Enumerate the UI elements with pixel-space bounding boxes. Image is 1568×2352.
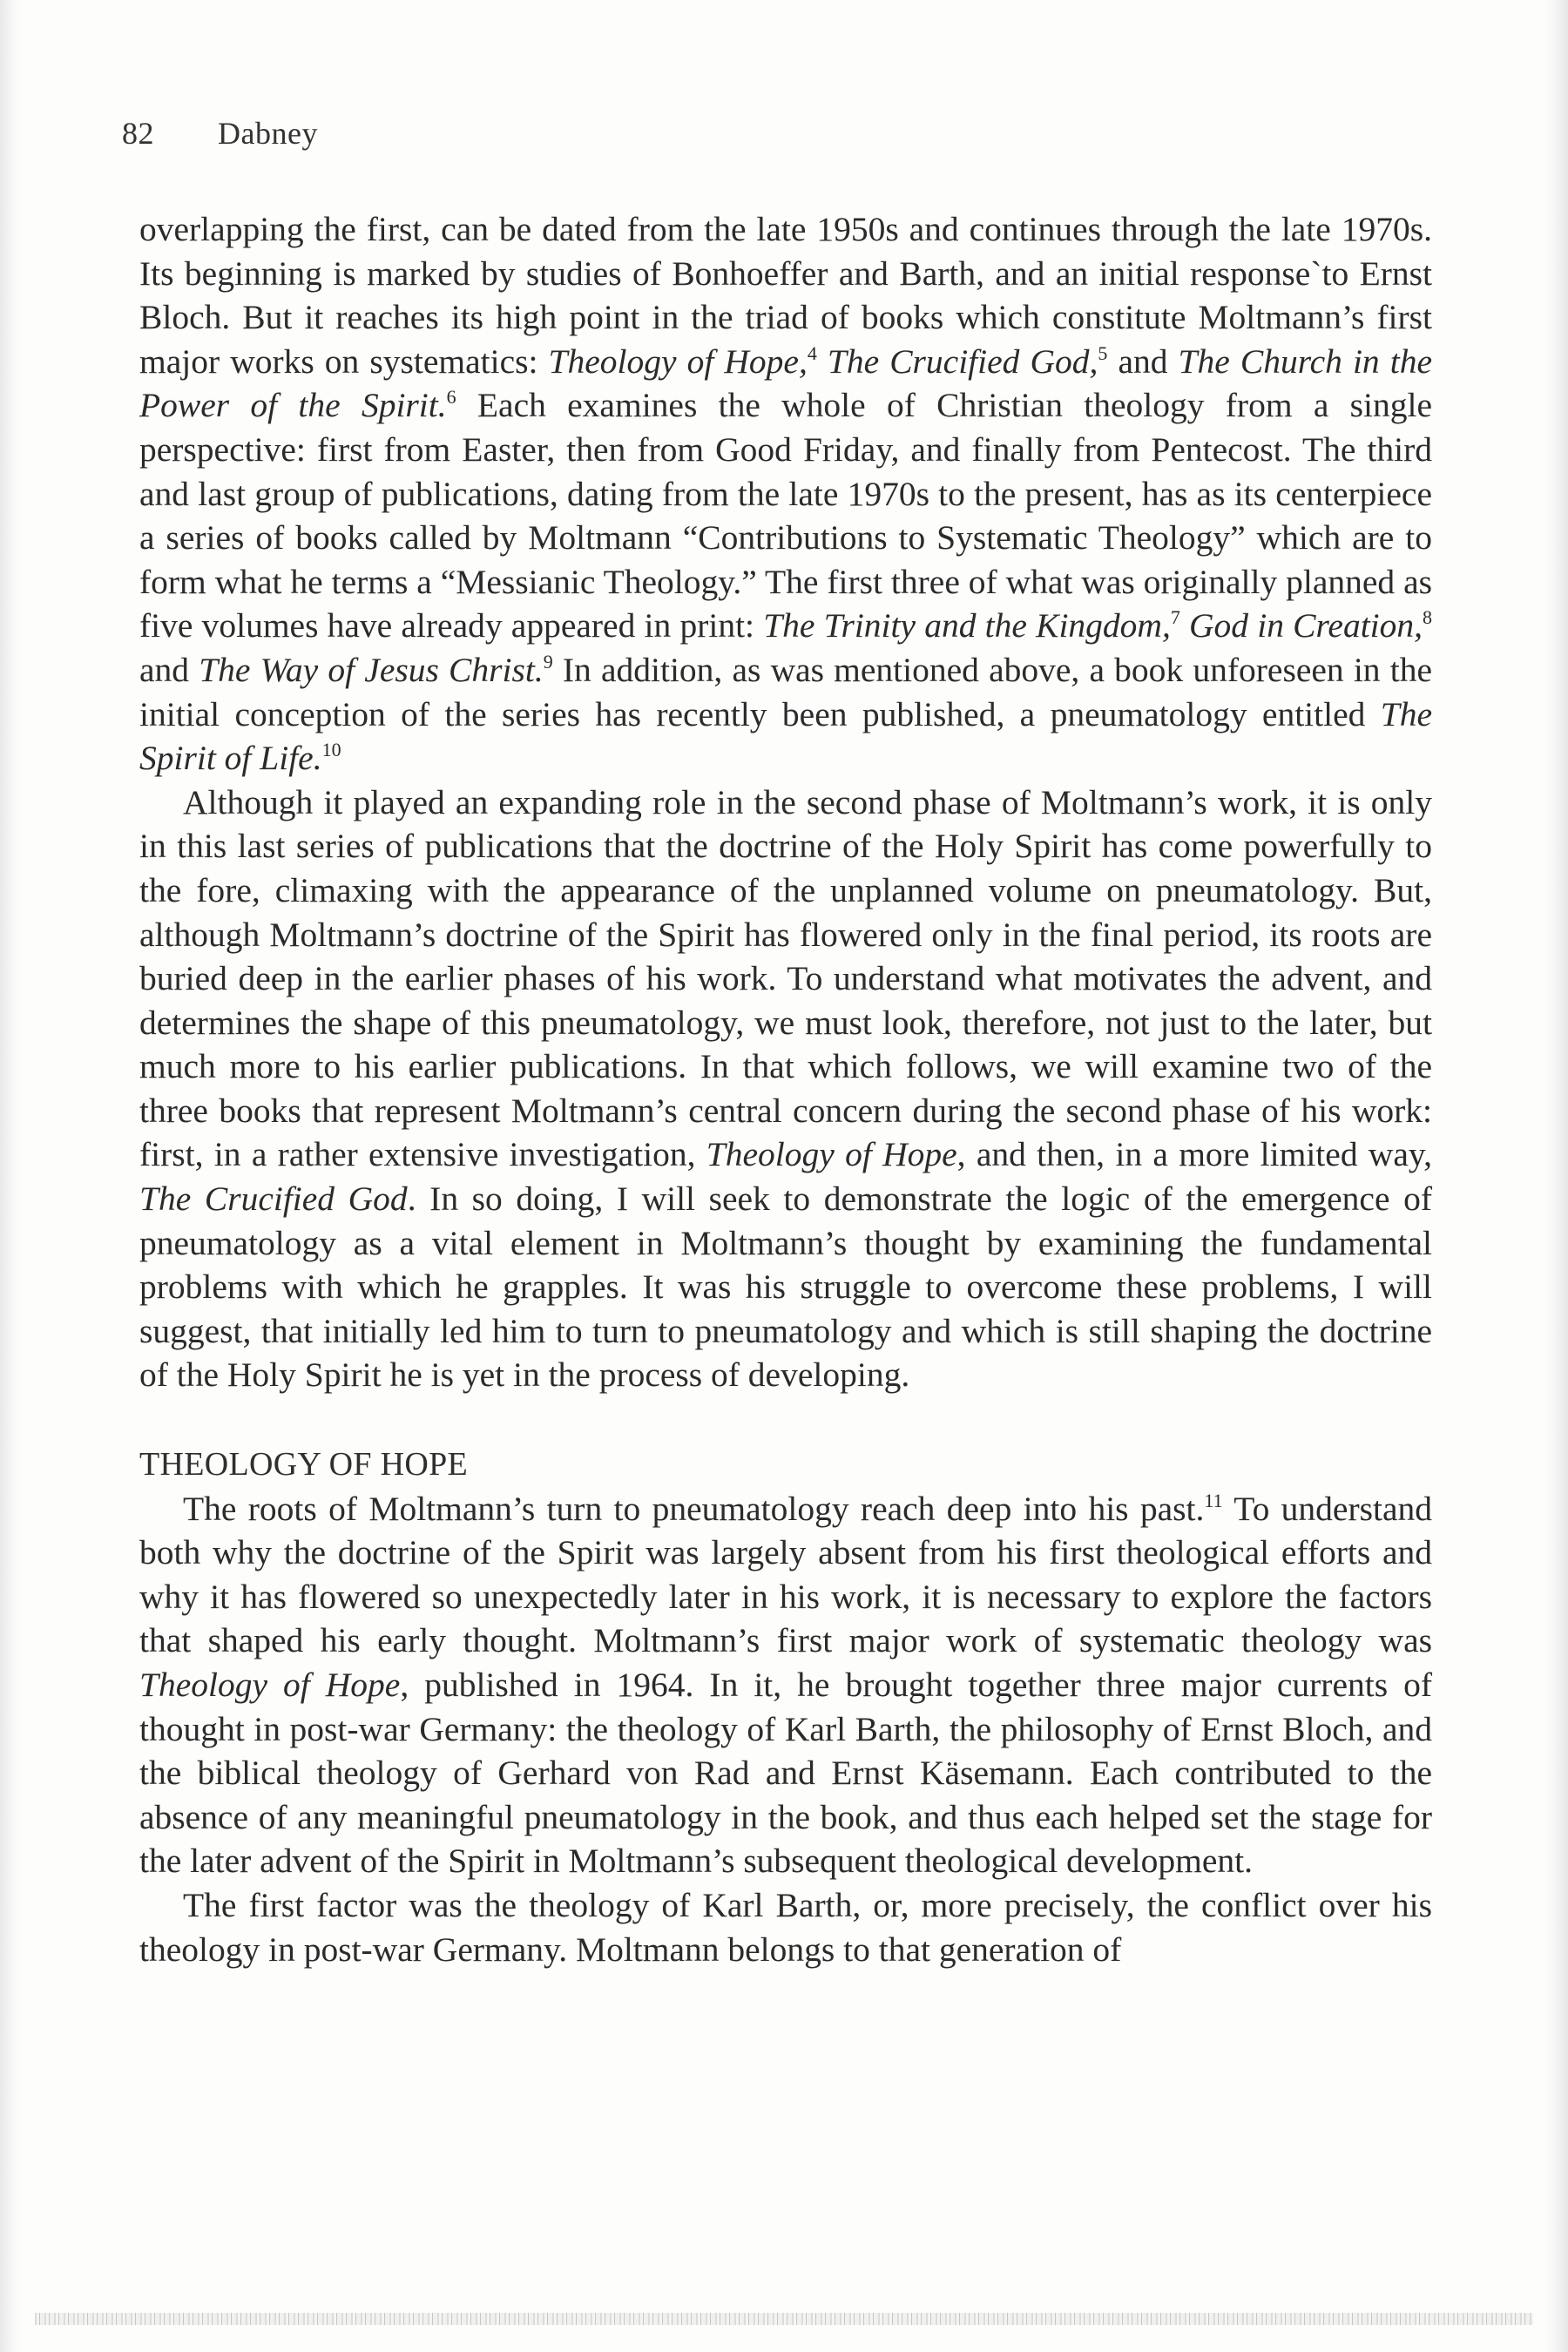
footnote-ref[interactable]: 7 [1170, 606, 1180, 629]
running-title: Dabney [218, 116, 318, 151]
book-title: The Crucified God, [827, 341, 1098, 381]
footnote-ref[interactable]: 4 [807, 341, 817, 364]
page-edge-right [1544, 0, 1568, 2352]
footnote-ref[interactable]: 6 [446, 386, 456, 409]
book-title: The Way of Jesus Christ. [199, 650, 544, 689]
body-text [139, 207, 1432, 1971]
book-title: The Trinity and the Kingdom, [763, 606, 1171, 645]
footnote-ref[interactable]: 9 [543, 650, 553, 672]
running-head [122, 115, 318, 152]
section-heading: THEOLOGY OF HOPE [139, 1446, 469, 1484]
footnote-ref[interactable]: 10 [321, 739, 341, 761]
book-title: The Spirit of Life. [139, 694, 1432, 778]
paragraph: Although it played an expanding role in the second phase of Moltmann’s work, it is only in this last series of publications that the doctrine of the Holy Spirit has come powerfully to the fore, climaxing with the appearance of the unplanned volume on pneumatology. But, although Moltmann’s doctrine of the Spirit has flowered only in the final period, its roots are buried deep in the earlier phases of his work. To understand what motivates the advent, and determines the shape of this pneumatology, we must look, therefore, not just to the later, but much more to his earlier publications. In that which follows, we will examine two of the three books that represent Moltmann’s central concern during the second phase of his work: first, in a rather extensive investigation, Theology of Hope, and then, in a more limited way, The Crucified God. In so doing, I will seek to demonstrate the logic of the emergence of pneumatology as a vital element in Moltmann’s thought by examining the fundamental problems with which he grapples. It was his struggle to overcome these problems, I will suggest, that initially led him to turn to pneumatology and which is still shaping the doctrine of the Holy Spirit he is yet in the process of developing. [139, 782, 1433, 1395]
paragraph-continued: overlapping the first, can be dated from the late 1950s and continues through the late 1970s. Its beginning is marked by studies of Bonhoeffer and Barth, and an initial response`to Ernst Bloch. But it reaches its high point in the triad of books which constitute Moltmann’s first major works on systematics: Theology of Hope,$^4$ The Crucified God,$^5$ and The Church in the Power of the Spirit.$^6$ Each examines the whole of Christian theology from a single perspective: first from Easter, then from Good Friday, and finally from Pentecost. The third and last group of publications, dating from the late 1970s to the present, has as its centerpiece a series of books called by Moltmann “Contributions to Systematic Theology” which are to form what he terms a “Messianic Theology.” The first three of what was originally planned as five volumes have already appeared in print: The Trinity and the Kingdom,$^7$ God in Creation,$^8$ and The Way of Jesus Christ.$^9$ In addition, as was mentioned above, a book unforeseen in the initial conception of the series has recently been published, a pneumatology entitled The Spirit of Life.$^{10}$ [139, 210, 1433, 778]
book-title: The Church in the Power of the Spirit. [139, 341, 1432, 425]
paragraph: The roots of Moltmann’s turn to pneumatology reach deep into his past.$^{11}$ To understand both why the doctrine of the Spirit was largely absent from his first theological efforts and why it has flowered so unexpectedly later in his work, it is necessary to explore the factors that shaped his early thought. Moltmann’s first major work of systematic theology was Theology of Hope, published in 1964. In it, he brought together three major currents of thought in post-war Germany: the theology of Karl Barth, the philosophy of Ernst Bloch, and the biblical theology of Gerhard von Rad and Ernst Käsemann. Each contributed to the absence of any meaningful pneumatology in the book, and thus each helped set the stage for the later advent of the Spirit in Moltmann’s subsequent theological development. [139, 1489, 1432, 1881]
page-edge-left [0, 0, 23, 2352]
footnote-ref[interactable]: 8 [1423, 606, 1433, 629]
page-number: 82 [122, 116, 154, 151]
book-title: Theology of Hope [706, 1135, 957, 1174]
book-title: Theology of Hope [139, 1666, 401, 1704]
book-title: God in Creation, [1189, 606, 1423, 645]
footnote-ref[interactable]: 5 [1098, 341, 1108, 364]
scan-artifact-strip [35, 2313, 1533, 2325]
book-title: Theology of Hope, [548, 341, 808, 381]
footnote-ref[interactable]: 11 [1204, 1489, 1223, 1511]
paragraph: The first factor was the theology of Karl Barth, or, more precisely, the conflict over his theology in post-war Germany. Moltmann belongs to that generation of [139, 1885, 1432, 1969]
book-title: The Crucified God [139, 1179, 408, 1219]
